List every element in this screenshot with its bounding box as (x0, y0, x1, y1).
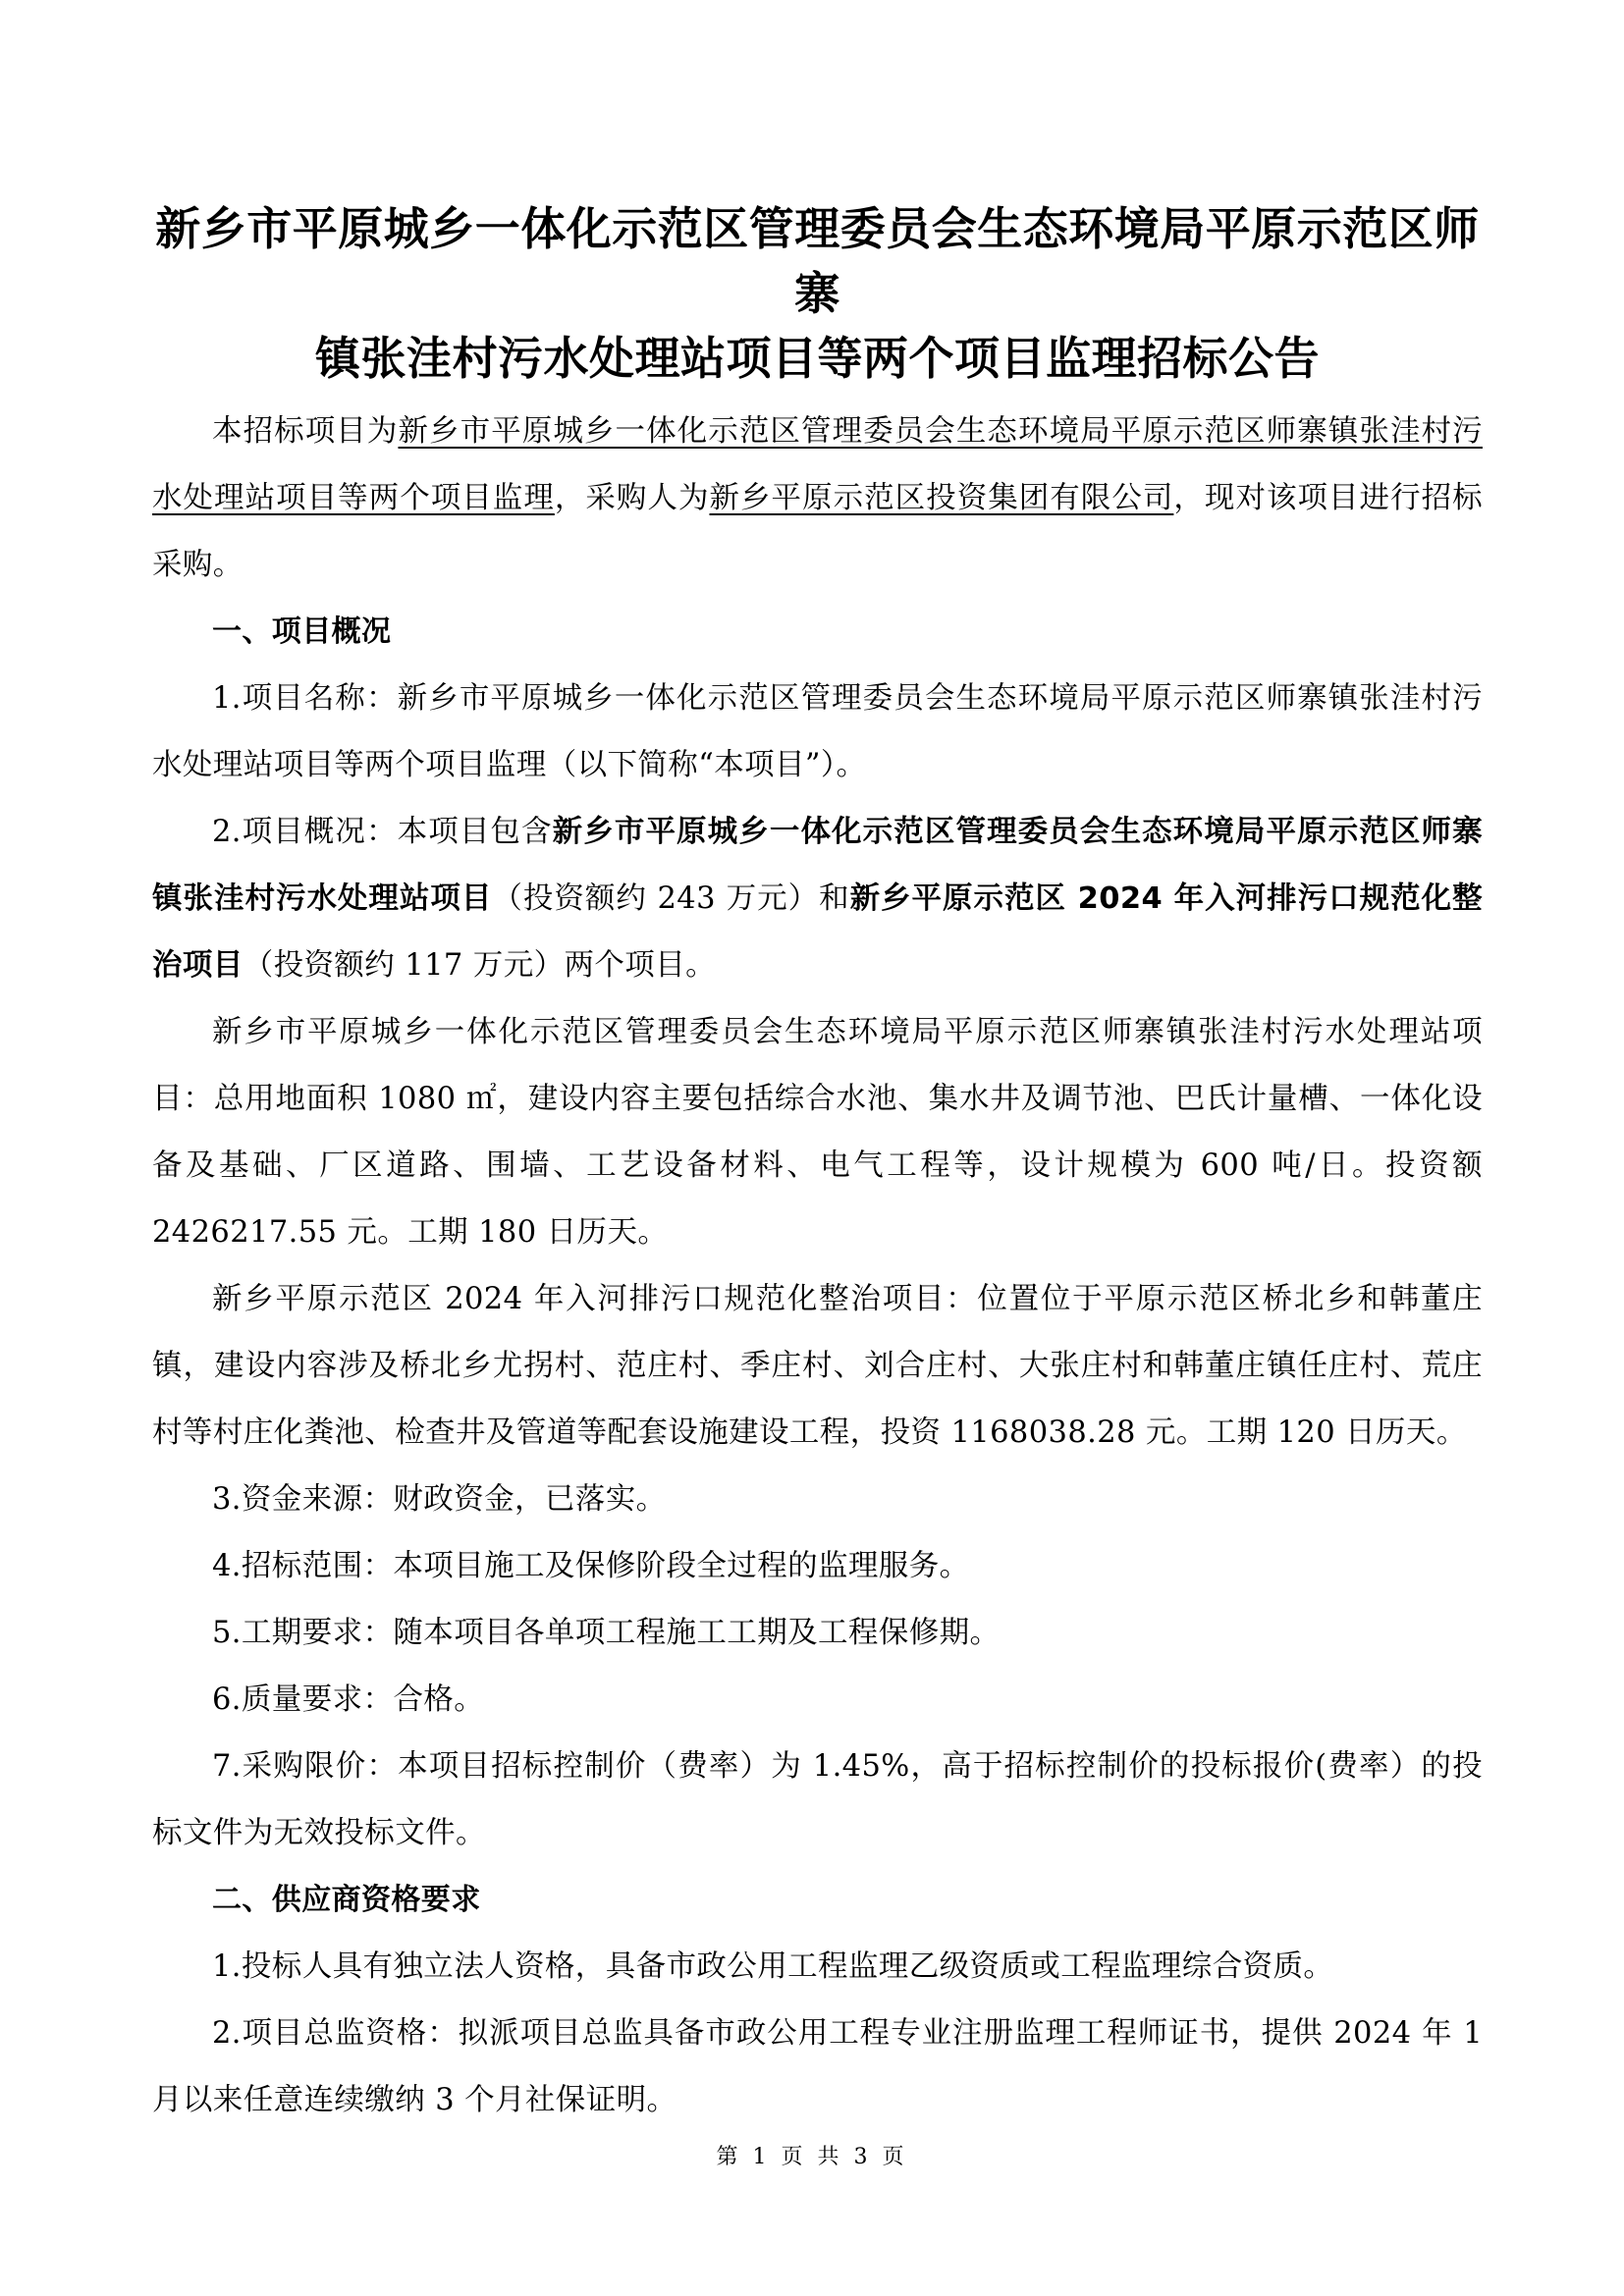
overview-project-1-invest: （投资额约 243 万元）和 (492, 881, 850, 916)
overview-project-2-name: 新乡平原示范区 2024 年入河排污口规范化整治项目 (152, 881, 1483, 983)
overview-prefix: 2.项目概况：本项目包含 (212, 815, 553, 849)
document-title (152, 196, 1483, 391)
intro-purchaser: 新乡平原示范区投资集团有限公司 (709, 481, 1174, 515)
item-bidding-scope: 4.招标范围：本项目施工及保修阶段全过程的监理服务。 (212, 1549, 970, 1583)
intro-project-name: 新乡市平原城乡一体化示范区管理委员会生态环境局平原示范区师寨镇张洼村污水处理站项目等两个项目监理 (152, 414, 1483, 515)
overview-project-1-name: 新乡市平原城乡一体化示范区管理委员会生态环境局平原示范区师寨镇张洼村污水处理站项目 (152, 815, 1484, 916)
intro-paragraph (152, 399, 1483, 599)
intro-mid: ，采购人为 (554, 481, 710, 515)
item-price-limit: 7.采购限价：本项目招标控制价（费率）为 1.45%，高于招标控制价的投标报价(费率）的投标文件为无效投标文件。 (152, 1749, 1483, 1850)
qualification-2: 2.项目总监资格：拟派项目总监具备市政公用工程专业注册监理工程师证书，提供 2024 年 1 月以来任意连续缴纳 3 个月社保证明。 (152, 2016, 1483, 2117)
document-page (152, 196, 1483, 2134)
title-line-2: 镇张洼村污水处理站项目等两个项目监理招标公告 (315, 332, 1320, 385)
item-quality-requirement: 6.质量要求：合格。 (212, 1682, 485, 1717)
qualification-1: 1.投标人具有独立法人资格，具备市政公用工程监理乙级资质或工程监理综合资质。 (212, 1949, 1334, 1984)
intro-suffix: ，现对该项目进行招标采购。 (152, 481, 1484, 582)
page-number-footer: 第 1 页 共 3 页 (716, 2145, 908, 2169)
item-duration-requirement: 5.工期要求：随本项目各单项工程施工工期及工程保修期。 (212, 1616, 1001, 1650)
item-project-overview (152, 799, 1483, 999)
intro-prefix: 本招标项目为 (212, 414, 399, 449)
section-1-heading: 一、项目概况 (212, 614, 392, 649)
overview-project-2-invest: （投资额约 117 万元）两个项目。 (243, 948, 717, 983)
project-2-detail: 新乡平原示范区 2024 年入河排污口规范化整治项目：位置位于平原示范区桥北乡和韩董庄镇，建设内容涉及桥北乡尤拐村、范庄村、季庄村、刘合庄村、大张庄村和韩董庄镇任庄村、荒庄村等村庄化粪池、检查井及管道等配套设施建设工程，投资 1168038.28 元。工期 120 日历天。 (152, 1282, 1483, 1450)
project-1-detail: 新乡市平原城乡一体化示范区管理委员会生态环境局平原示范区师寨镇张洼村污水处理站项目：总用地面积 1080 ㎡，建设内容主要包括综合水池、集水井及调节池、巴氏计量槽、一体化设备及基础、厂区道路、围墙、工艺设备材料、电气工程等，设计规模为 600 吨/日。投资额 2426217.55 元。工期 180 日历天。 (152, 1015, 1483, 1250)
item-project-name: 1.项目名称：新乡市平原城乡一体化示范区管理委员会生态环境局平原示范区师寨镇张洼村污水处理站项目等两个项目监理（以下简称“本项目”）。 (152, 681, 1483, 782)
title-line-1: 新乡市平原城乡一体化示范区管理委员会生态环境局平原示范区师寨 (155, 202, 1480, 320)
section-2-heading: 二、供应商资格要求 (212, 1883, 481, 1917)
item-funding-source: 3.资金来源：财政资金，已落实。 (212, 1482, 667, 1517)
